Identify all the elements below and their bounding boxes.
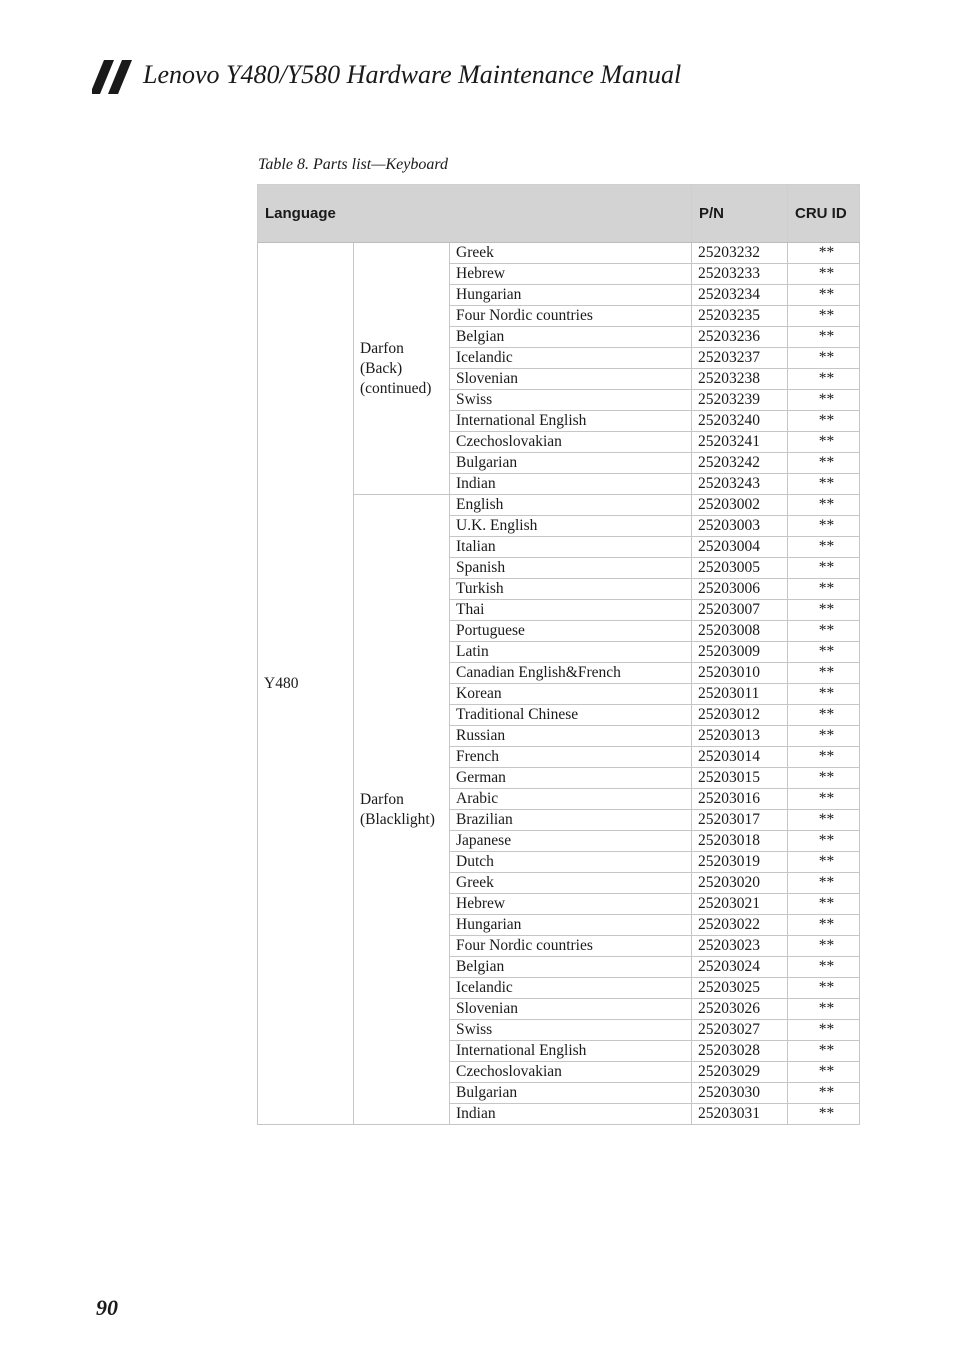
language-cell: Indian	[450, 1104, 692, 1125]
cru-id-cell: **	[788, 684, 860, 705]
language-cell: Swiss	[450, 1020, 692, 1041]
cru-id-cell: **	[788, 600, 860, 621]
part-number-cell: 25203029	[692, 1062, 788, 1083]
part-number-cell: 25203236	[692, 327, 788, 348]
part-number-cell: 25203025	[692, 978, 788, 999]
language-cell: Canadian English&French	[450, 663, 692, 684]
language-cell: Russian	[450, 726, 692, 747]
part-number-cell: 25203021	[692, 894, 788, 915]
cru-id-cell: **	[788, 516, 860, 537]
language-cell: Greek	[450, 243, 692, 264]
cru-id-cell: **	[788, 852, 860, 873]
language-cell: International English	[450, 411, 692, 432]
language-cell: Swiss	[450, 390, 692, 411]
language-cell: Hebrew	[450, 264, 692, 285]
language-cell: English	[450, 495, 692, 516]
part-number-cell: 25203027	[692, 1020, 788, 1041]
cru-id-cell: **	[788, 726, 860, 747]
part-number-cell: 25203237	[692, 348, 788, 369]
language-cell: Icelandic	[450, 978, 692, 999]
cru-id-cell: **	[788, 369, 860, 390]
cru-id-cell: **	[788, 747, 860, 768]
language-cell: Italian	[450, 537, 692, 558]
cru-id-cell: **	[788, 978, 860, 999]
cru-id-cell: **	[788, 495, 860, 516]
manual-title: Lenovo Y480/Y580 Hardware Maintenance Manual	[143, 60, 682, 89]
cru-id-cell: **	[788, 831, 860, 852]
language-cell: Slovenian	[450, 999, 692, 1020]
part-number-cell: 25203014	[692, 747, 788, 768]
part-number-cell: 25203006	[692, 579, 788, 600]
part-number-cell: 25203028	[692, 1041, 788, 1062]
cru-id-cell: **	[788, 894, 860, 915]
language-cell: Spanish	[450, 558, 692, 579]
part-number-cell: 25203002	[692, 495, 788, 516]
cru-id-cell: **	[788, 1041, 860, 1062]
cru-id-cell: **	[788, 936, 860, 957]
cru-id-cell: **	[788, 789, 860, 810]
cru-id-cell: **	[788, 285, 860, 306]
cru-id-cell: **	[788, 537, 860, 558]
part-number-cell: 25203241	[692, 432, 788, 453]
cru-id-cell: **	[788, 558, 860, 579]
part-number-cell: 25203233	[692, 264, 788, 285]
part-number-cell: 25203017	[692, 810, 788, 831]
language-cell: Thai	[450, 600, 692, 621]
cru-id-cell: **	[788, 642, 860, 663]
part-number-cell: 25203012	[692, 705, 788, 726]
part-number-cell: 25203023	[692, 936, 788, 957]
language-cell: Brazilian	[450, 810, 692, 831]
language-cell: Japanese	[450, 831, 692, 852]
language-cell: Korean	[450, 684, 692, 705]
part-number-cell: 25203010	[692, 663, 788, 684]
part-number-cell: 25203018	[692, 831, 788, 852]
part-number-cell: 25203235	[692, 306, 788, 327]
header-language: Language	[258, 185, 692, 243]
language-cell: U.K. English	[450, 516, 692, 537]
vendor-group-cell	[354, 495, 450, 1125]
language-cell: Hungarian	[450, 915, 692, 936]
language-cell: Arabic	[450, 789, 692, 810]
language-cell: Czechoslovakian	[450, 432, 692, 453]
model-cell: Y480	[258, 243, 354, 1125]
language-cell: Hungarian	[450, 285, 692, 306]
cru-id-cell: **	[788, 957, 860, 978]
part-number-cell: 25203005	[692, 558, 788, 579]
table-caption: Table 8. Parts list—Keyboard	[258, 156, 448, 173]
part-number-cell: 25203234	[692, 285, 788, 306]
language-cell: German	[450, 768, 692, 789]
language-cell: Czechoslovakian	[450, 1062, 692, 1083]
language-cell: Greek	[450, 873, 692, 894]
part-number-cell: 25203243	[692, 474, 788, 495]
language-cell: Slovenian	[450, 369, 692, 390]
vendor-group-label: (Back)	[360, 359, 403, 377]
cru-id-cell: **	[788, 768, 860, 789]
header-pn: P/N	[692, 185, 788, 243]
cru-id-cell: **	[788, 474, 860, 495]
language-cell: Dutch	[450, 852, 692, 873]
part-number-cell: 25203242	[692, 453, 788, 474]
part-number-cell: 25203007	[692, 600, 788, 621]
language-cell: Indian	[450, 474, 692, 495]
part-number-cell: 25203020	[692, 873, 788, 894]
language-cell: Belgian	[450, 327, 692, 348]
cru-id-cell: **	[788, 1083, 860, 1104]
vendor-group-label: Darfon	[360, 339, 404, 357]
part-number-cell: 25203232	[692, 243, 788, 264]
language-cell: Hebrew	[450, 894, 692, 915]
parts-table	[257, 184, 860, 1125]
cru-id-cell: **	[788, 1104, 860, 1125]
language-cell: Belgian	[450, 957, 692, 978]
manual-logo-icon	[92, 60, 138, 94]
part-number-cell: 25203238	[692, 369, 788, 390]
part-number-cell: 25203239	[692, 390, 788, 411]
language-cell: Bulgarian	[450, 453, 692, 474]
language-cell: Bulgarian	[450, 1083, 692, 1104]
part-number-cell: 25203240	[692, 411, 788, 432]
language-cell: French	[450, 747, 692, 768]
table-header-row	[258, 185, 860, 243]
page-number: 90	[96, 1295, 118, 1320]
cru-id-cell: **	[788, 306, 860, 327]
language-cell: Traditional Chinese	[450, 705, 692, 726]
table-row	[258, 243, 860, 264]
language-cell: Four Nordic countries	[450, 306, 692, 327]
cru-id-cell: **	[788, 411, 860, 432]
part-number-cell: 25203024	[692, 957, 788, 978]
cru-id-cell: **	[788, 621, 860, 642]
cru-id-cell: **	[788, 1020, 860, 1041]
part-number-cell: 25203030	[692, 1083, 788, 1104]
table-body	[258, 243, 860, 1125]
language-cell: Four Nordic countries	[450, 936, 692, 957]
cru-id-cell: **	[788, 663, 860, 684]
vendor-group-label: (continued)	[360, 379, 432, 397]
cru-id-cell: **	[788, 432, 860, 453]
cru-id-cell: **	[788, 915, 860, 936]
part-number-cell: 25203015	[692, 768, 788, 789]
cru-id-cell: **	[788, 1062, 860, 1083]
vendor-group-label: Darfon	[360, 790, 404, 808]
part-number-cell: 25203004	[692, 537, 788, 558]
cru-id-cell: **	[788, 579, 860, 600]
header-cru-id: CRU ID	[788, 185, 860, 243]
part-number-cell: 25203022	[692, 915, 788, 936]
part-number-cell: 25203026	[692, 999, 788, 1020]
vendor-group-cell	[354, 243, 450, 495]
cru-id-cell: **	[788, 243, 860, 264]
cru-id-cell: **	[788, 264, 860, 285]
part-number-cell: 25203009	[692, 642, 788, 663]
cru-id-cell: **	[788, 453, 860, 474]
part-number-cell: 25203031	[692, 1104, 788, 1125]
vendor-group-label: (Blacklight)	[360, 810, 435, 828]
part-number-cell: 25203003	[692, 516, 788, 537]
part-number-cell: 25203016	[692, 789, 788, 810]
language-cell: Icelandic	[450, 348, 692, 369]
cru-id-cell: **	[788, 327, 860, 348]
cru-id-cell: **	[788, 999, 860, 1020]
cru-id-cell: **	[788, 348, 860, 369]
cru-id-cell: **	[788, 873, 860, 894]
language-cell: Turkish	[450, 579, 692, 600]
cru-id-cell: **	[788, 810, 860, 831]
part-number-cell: 25203011	[692, 684, 788, 705]
part-number-cell: 25203013	[692, 726, 788, 747]
cru-id-cell: **	[788, 705, 860, 726]
cru-id-cell: **	[788, 390, 860, 411]
language-cell: International English	[450, 1041, 692, 1062]
language-cell: Portuguese	[450, 621, 692, 642]
part-number-cell: 25203008	[692, 621, 788, 642]
part-number-cell: 25203019	[692, 852, 788, 873]
language-cell: Latin	[450, 642, 692, 663]
